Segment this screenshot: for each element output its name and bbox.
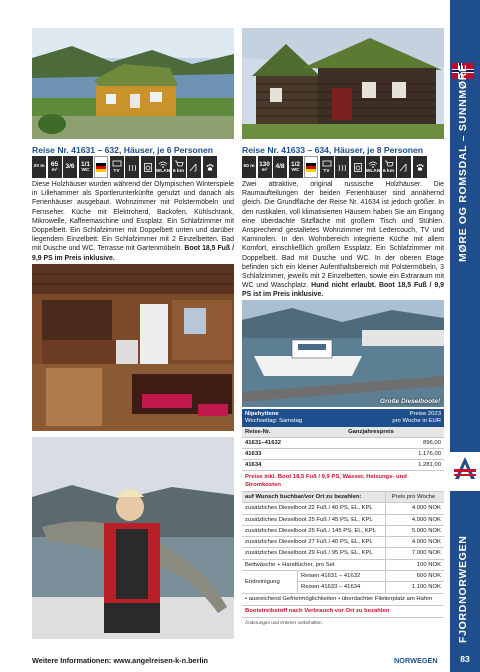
wifi-icon: WLAN <box>156 156 170 178</box>
area-icon: 65 m² <box>48 156 62 178</box>
fishing-icon <box>397 156 411 178</box>
amenity-icons-41633 <box>242 156 427 178</box>
region-label: MØRE OG ROMSDAL – SUNNMØRE <box>457 64 469 262</box>
disclaimer: Änderungen und Irrtümer vorbehalten. <box>245 620 323 626</box>
price-unit: pro Woche in EUR <box>392 418 441 424</box>
german-flag-icon <box>304 156 318 178</box>
facilities-note: • ausreichend Gefriermöglichkeiten • überdachter Filetierplatz am Hafen <box>242 594 444 607</box>
boat-photo-caption: Große Dieselboote! <box>380 398 440 405</box>
photo-dieselboote <box>242 300 444 407</box>
company-logo-icon <box>450 452 480 486</box>
price-table-header <box>242 409 444 427</box>
distance-icon: 50 m <box>242 156 256 178</box>
photo-russisches-holzhaus <box>242 28 444 139</box>
listing-description-41633: Zwei attraktive, original russische Holzhäuser. Die Raumaufteilungen der beiden Ferienhäuser sind annähernd gleich. Die Grundfläche der Reise Nr. 41634 ist jedoch größer. In den rustikalen, voll klimatisierten Häusern haben Sie am Eingang eine überdachte Sitzfläche mit großem Tisch und Stühlen. Ansprechend gestaltetes Wohnzimmer mit Ledercouch, TV und Kaminofen. In den Wohnbereich integrierte Küche mit allem Komfort, einschließlich großem Essplatz. Ein Schlafzimmer mit Doppelbett. Bad mit Dusche und WC. In der oberen Etage befinden sich ein kleiner Aufenthaltsbereich mit Polstermöbeln, 3 Schlafzimmer, jeweils mit 2 Einzelbetten, sowie ein Extraraum mit WC und Waschplatz. Hund nicht erlaubt. Boot 18,5 Fuß / 9,9 PS ist im Preis inklusive. <box>242 181 445 299</box>
wifi-icon: WLAN <box>366 156 380 178</box>
area-icon: 130 m² <box>258 156 272 178</box>
price-year: Preise 2023 <box>409 410 441 417</box>
washer-icon <box>351 156 365 178</box>
footer-country: NORWEGEN <box>394 656 438 665</box>
photo-innenraum-kueche <box>32 264 234 431</box>
country-region-label: FJORDNORWEGEN <box>457 535 469 643</box>
extras-header: auf Wunsch buchbar/vor Ort zu bezahlen: Preis pro Woche <box>242 492 444 503</box>
table-row: zusätzliches Dieselboot 22 Fuß / 40 PS, EL, KPL 4.000 NOK <box>242 503 444 514</box>
bathroom-icon: 1/1 WC <box>79 156 93 178</box>
price-column-header: Reise-Nr. Ganzjahrespreis <box>242 427 444 438</box>
fishing-icon <box>187 156 201 178</box>
listing-heading-41633: Reise Nr. 41633 – 634, Häuser, je 8 Personen <box>242 145 424 155</box>
object-name: Nipehyttene <box>245 410 279 417</box>
photo-angler-mit-fisch <box>32 437 234 639</box>
inclusive-note: Preise inkl. Boot 18,5 Fuß / 9,9 PS, Wasser, Heizungs- und Stromkosten <box>242 471 444 492</box>
pets-icon <box>203 156 217 178</box>
cleaning-group: Endreinigung Reisen 41631 – 41632 600 NOK Reisen 41633 – 41634 1.100 NOK <box>242 571 444 594</box>
grocery-icon: 6 km <box>382 156 396 178</box>
table-row: Reisen 41631 – 41632 600 NOK <box>297 571 444 581</box>
bedrooms-icon: 3/6 <box>63 156 77 178</box>
table-row: Reisen 41633 – 41634 1.100 NOK <box>297 581 444 592</box>
sauna-icon <box>335 156 349 178</box>
amenity-icons-41631 <box>32 156 217 178</box>
table-row: 41633 1.176,00 <box>242 449 444 460</box>
table-row: zusätzliches Dieselboot 29 Fuß / 95 PS, EL, KPL 7.000 NOK <box>242 548 444 559</box>
distance-icon: 20 m <box>32 156 46 178</box>
page-number: 83 <box>460 654 470 664</box>
table-row: Bettwäsche + Handtücher, pro Set 100 NOK <box>242 560 444 571</box>
grocery-icon: 6 km <box>172 156 186 178</box>
table-row: zusätzliches Dieselboot 25 Fuß / 145 PS, EL, KPL 5.000 NOK <box>242 526 444 537</box>
table-row: 41631–41632 896,00 <box>242 438 444 449</box>
tv-icon: TV <box>320 156 334 178</box>
change-day: Wechseltag: Samstag <box>245 418 303 424</box>
sauna-icon <box>125 156 139 178</box>
listing-heading-41631: Reise Nr. 41631 – 632, Häuser, je 6 Personen <box>32 145 214 155</box>
price-table <box>242 409 444 627</box>
bathroom-icon: 1/2 WC <box>289 156 303 178</box>
table-row: 41634 1.281,00 <box>242 460 444 471</box>
pets-icon <box>413 156 427 178</box>
tv-icon: TV <box>110 156 124 178</box>
german-flag-icon <box>94 156 108 178</box>
table-row: zusätzliches Dieselboot 27 Fuß / 40 PS, EL, KPL 4.000 NOK <box>242 537 444 548</box>
table-row: zusätzliches Dieselboot 25 Fuß / 45 PS, EL, KPL 4.000 NOK <box>242 515 444 526</box>
listing-description-41631: Diese Holzhäuser wurden während der Olympischen Winterspiele in Lillehammer als Sportlerunterkünfte genutzt und danach als Ferienhäuser ausgebaut. Wohnzimmer mit Polstermöbeln und Fernseher. Küche mit Elektroherd, Backofen, Kühlschrank, Mikrowelle, Kaffeemaschine und Essplatz. Ein Schlafzimmer mit Doppelbett. Ein Schlafzimmer mit Doppelbett unten und darüber liegendem Einzelbett. Ein Schlafzimmer mit 2 Einzelbetten. Bad mit Dusche und WC. Terrasse mit Gartenmöbeln. Boot 18,5 Fuß / 9,9 PS im Preis inklusive. <box>32 181 235 262</box>
more-info-link[interactable]: Weitere Informationen: www.angelreisen-k-n.berlin <box>32 656 208 665</box>
fuel-note: Bootstreibstoff nach Verbrauch vor Ort zu bezahlen <box>242 606 444 618</box>
bedrooms-icon: 4/8 <box>273 156 287 178</box>
photo-holzhaus <box>32 28 234 139</box>
washer-icon <box>141 156 155 178</box>
